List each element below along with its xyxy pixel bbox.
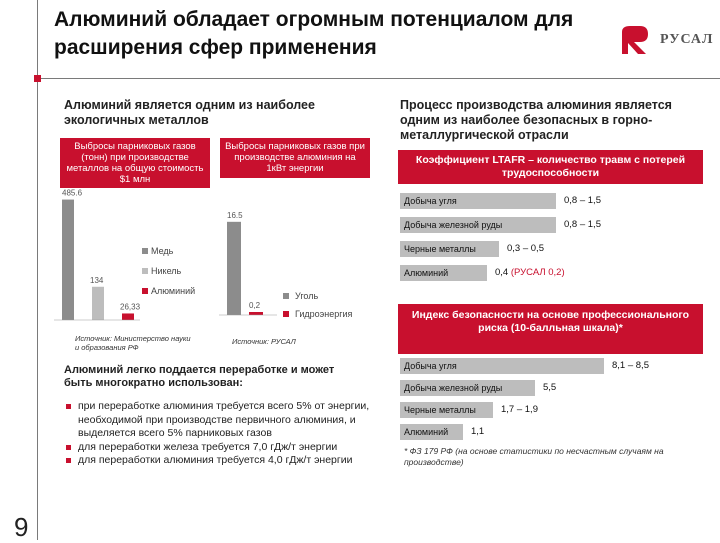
- index-bar-label: Добыча угля: [404, 361, 457, 371]
- footnote: * ФЗ 179 РФ (на основе статистики по несчастным случаям на производстве): [404, 446, 664, 467]
- chart2-value-label: 16.5: [227, 210, 243, 220]
- chart1-bar: [62, 200, 74, 320]
- chart2-legend-label: Уголь: [295, 291, 319, 301]
- chart1-legend-label: Медь: [151, 246, 174, 256]
- index-bar-label: Алюминий: [404, 427, 449, 437]
- page-title: Алюминий обладает огромным потенциалом для расширения сфер применения: [54, 8, 574, 59]
- chart1-plot: [50, 188, 220, 328]
- ltafr-bar-label: Алюминий: [404, 268, 449, 278]
- recycle-heading: Алюминий легко поддается переработке и может быть многократно использован:: [64, 364, 335, 389]
- chart2-caption: Выбросы парниковых газов при производстве алюминия на 1кВт энергии: [220, 138, 370, 178]
- chart1-value-label: 26,33: [120, 302, 141, 312]
- index-bar-value: 8,1 – 8,5: [612, 360, 649, 371]
- ltafr-bar-label: Добыча железной руды: [404, 220, 503, 230]
- index-bar-value: 1,1: [471, 426, 485, 437]
- index-bar-value: 5,5: [543, 382, 557, 393]
- chart1-source: Источник: Министерство науки и образования РФ: [75, 334, 191, 352]
- ltafr-bar-value: 0,8 – 1,5: [564, 219, 601, 230]
- chart1-legend-label: Алюминий: [151, 286, 196, 296]
- chart1-legend-label: Никель: [151, 266, 182, 276]
- right-heading: Процесс производства алюминия является одним из наиболее безопасных в горно-металлургической отрасли: [400, 98, 672, 142]
- index-bar-label: Черные металлы: [404, 405, 476, 415]
- chart1-value-label: 134: [90, 275, 104, 285]
- chart1-legend-swatch: [142, 268, 148, 274]
- chart2-legend-label: Гидроэнергия: [295, 309, 353, 319]
- left-heading: Алюминий является одним из наиболее экологичных металлов: [64, 98, 315, 127]
- chart1-legend-swatch: [142, 248, 148, 254]
- chart2-bar: [249, 312, 263, 315]
- logo-wordmark: РУСАЛ: [660, 32, 714, 47]
- chart1-legend-swatch: [142, 288, 148, 294]
- chart2-bar: [227, 222, 241, 315]
- index-bar-value: 1,7 – 1,9: [501, 404, 538, 415]
- index-header: Индекс безопасности на основе профессионального риска (10-балльная шкала)*: [398, 304, 703, 354]
- ltafr-header: Коэффициент LTAFR – количество травм с потерей трудоспособности: [398, 150, 703, 184]
- ltafr-bar-value: 0,4 (РУСАЛ 0,2): [495, 267, 565, 278]
- recycle-list: [64, 400, 374, 468]
- list-item: для переработки железа требуется 7,0 гДж/т энергии: [64, 441, 374, 455]
- list-item: для переработки алюминия требуется 4,0 гДж/т энергии: [64, 454, 374, 468]
- ltafr-bar-value: 0,8 – 1,5: [564, 195, 601, 206]
- chart2-plot: [215, 205, 375, 330]
- page-number: 9: [14, 512, 29, 542]
- index-bar-label: Добыча железной руды: [404, 383, 503, 393]
- ltafr-bar-label: Черные металлы: [404, 244, 476, 254]
- ltafr-bar-label: Добыча угля: [404, 196, 457, 206]
- rule-marker: [34, 75, 41, 82]
- chart2-legend-swatch: [283, 293, 289, 299]
- list-item: при переработке алюминия требуется всего 5% от энергии, необходимой при производстве первичного алюминия, и выделяется всего 5% парниковых газов: [64, 400, 374, 441]
- ltafr-bar-value-note: (РУСАЛ 0,2): [508, 267, 565, 278]
- title-rule: [37, 78, 720, 79]
- chart1-bar: [122, 313, 134, 320]
- chart2-source: Источник: РУСАЛ: [232, 337, 296, 346]
- rusal-logo-icon: [618, 22, 654, 58]
- chart2-value-label: 0,2: [249, 301, 261, 310]
- chart2-legend-swatch: [283, 311, 289, 317]
- ltafr-bar-value: 0,3 – 0,5: [507, 243, 544, 254]
- chart1-caption: Выбросы парниковых газов (тонн) при производстве металлов на общую стоимость $1 млн: [60, 138, 210, 188]
- chart1-bar: [92, 287, 104, 320]
- chart1-value-label: 485.6: [62, 188, 83, 198]
